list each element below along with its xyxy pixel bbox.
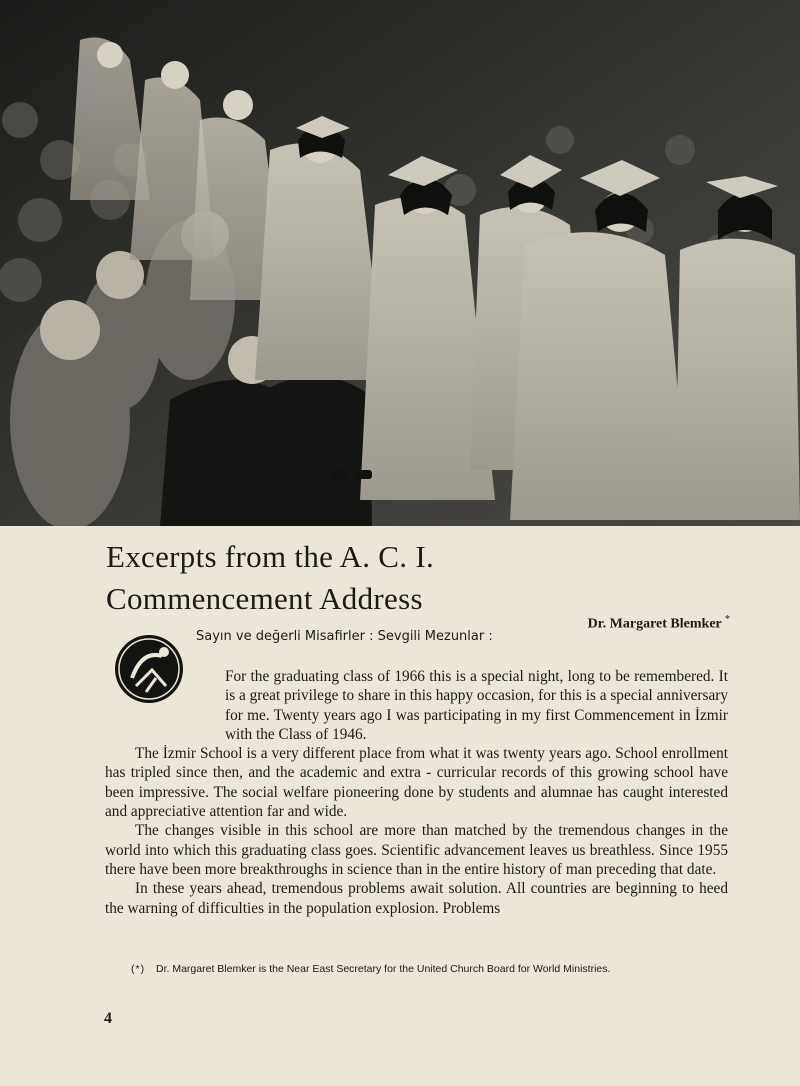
paragraph-2: The İzmir School is a very different place from what it was twenty years ago. School enrollment has tripled since then, and the academic and extra - curricular records of this growing school have been impressive. The social welfare pioneering done by students and alumnae has caught interested and appreciative attention far and wide.: [105, 745, 728, 821]
footnote-text: Dr. Margaret Blemker is the Near East Secretary for the United Church Board for World Ministries.: [156, 963, 611, 975]
page-number: 4: [104, 1010, 112, 1027]
footnote: [105, 961, 728, 978]
author-footnote-mark: *: [725, 614, 730, 625]
graduation-ceremony-illustration: [0, 0, 800, 526]
paragraph-4: In these years ahead, tremendous problems await solution. All countries are beginning to heed the warning of difficulties in the population explosion. Problems: [105, 880, 728, 917]
author-name-text: Dr. Margaret Blemker: [587, 616, 722, 632]
paragraph-3: The changes visible in this school are more than matched by the tremendous changes in the world into which this graduating class goes. Scientific advancement leaves us breathless. Since 1955 there have been more breakthroughs in science than in the entire history of man preceding that date.: [105, 822, 728, 878]
graduation-photo: [0, 0, 800, 526]
author-name: [588, 614, 730, 633]
paragraph-1: For the graduating class of 1966 this is a special night, long to be remembered. It is a great privilege to share in this happy occasion, for this is a special anniversary for me. Twenty years ago I was participating in my first Commencement in İzmir with the Class of 1946.: [225, 668, 728, 743]
article-title: Excerpts from the A. C. I. Commencement Address: [106, 539, 435, 616]
greeting-line: Sayın ve değerli Misafirler : Sevgili Mezunlar :: [196, 629, 493, 644]
article-body: [105, 667, 728, 918]
footnote-mark: (*): [131, 963, 146, 975]
